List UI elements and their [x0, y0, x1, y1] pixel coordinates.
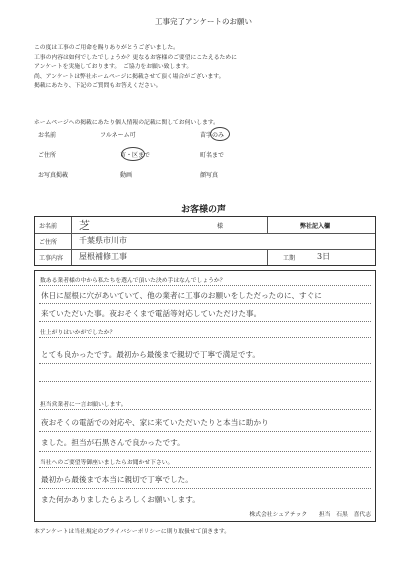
- dotted-line: [39, 467, 371, 468]
- dotted-line: [39, 431, 371, 432]
- customer-info-table: [34, 216, 376, 266]
- work-label: 工事内容: [39, 255, 64, 262]
- survey-sheet: [26, 14, 381, 552]
- question-4: 当社へのご要望等御座いましたらお聞かせ下さい。: [40, 460, 174, 466]
- dotted-line: [39, 381, 371, 382]
- company-field-label: 弊社記入欄: [300, 223, 331, 230]
- period-label: 工期: [283, 255, 296, 262]
- dotted-line: [39, 303, 371, 304]
- table-divider: [267, 249, 268, 265]
- period-value: 3日: [317, 252, 331, 261]
- sheet-title: 工事完了アンケートのお願い: [154, 17, 253, 26]
- table-divider: [71, 217, 72, 265]
- intro-line: この度は工事のご用命を賜りありがとうございました。: [34, 45, 179, 51]
- answer-3-line-2: ました。担当が石黒さんで良かったです。: [41, 438, 185, 447]
- option-video[interactable]: 動画: [120, 172, 133, 179]
- customer-name: 芝: [79, 219, 90, 232]
- answer-1-line-1: 休日に屋根に穴があいていて、他の業者に工事のお願いをしただったのに、すぐに: [41, 291, 322, 300]
- question-3: 担当営業者に一言お願いします。: [40, 402, 127, 408]
- option-label: お写真掲載: [38, 172, 69, 179]
- question-1: 数ある業者様の中から私たちを選んで頂いた決め手はなんでしょうか？: [40, 278, 226, 284]
- dotted-line: [39, 285, 371, 286]
- honorific: 様: [217, 223, 224, 230]
- intro-line: 掲載にあたり、下記のご質問もお答えください。: [34, 83, 162, 90]
- table-divider: [267, 217, 268, 233]
- address-label: ご住所: [39, 239, 58, 246]
- table-divider: [35, 233, 375, 234]
- option-face-photo[interactable]: 顔写真: [200, 172, 219, 179]
- work-content: 屋根補修工事: [79, 252, 127, 261]
- answer-2-line-1: とても良かったです。最初から最後まで親切で丁寧で満足です。: [41, 350, 260, 359]
- selected-circle-mark: [210, 127, 230, 141]
- intro-text: [34, 44, 364, 92]
- dotted-line: [39, 337, 371, 338]
- answer-4-line-1: 最初から最後まで本当に親切で丁寧でした。: [41, 475, 193, 484]
- answer-4-line-2: また何かありましたらよろしくお願いします。: [41, 495, 200, 504]
- dotted-line: [39, 321, 371, 322]
- selected-circle-mark: [121, 147, 145, 161]
- option-surname-only[interactable]: 苗字のみ: [200, 132, 225, 139]
- dotted-line: [39, 488, 371, 489]
- name-label: お名前: [39, 223, 58, 230]
- privacy-footer: 本アンケートは当社規定のプライバシーポリシーに則り取扱せて頂きます。: [34, 529, 230, 535]
- intro-line: アンケートを実施しております。 ご協力をお願い致します。: [34, 64, 193, 71]
- option-label: お名前: [38, 132, 57, 139]
- customer-address: 千葉県市川市: [79, 236, 127, 245]
- customer-voice-title: お客様の声: [180, 205, 226, 215]
- option-label: ご住所: [38, 152, 57, 159]
- company-signature: 株式会社シェアテック 担当 石黒 喜代志: [249, 512, 371, 518]
- dotted-line: [39, 363, 371, 364]
- option-town[interactable]: 町名まで: [200, 152, 225, 159]
- question-2: 仕上がりはいかがでしたか？: [40, 330, 116, 336]
- intro-line: 尚、アンケートは弊社ホームページに掲載させて頂く場合がございます。: [34, 73, 225, 80]
- answer-3-line-1: 夜おそくの電話での対応や、家に来ていただいたりと本当に助かり: [41, 418, 269, 427]
- table-divider: [35, 249, 375, 250]
- intro-line: 工事の内容は如何でしたでしょうか？更なるお客様のご要望にこたえるために: [34, 54, 237, 61]
- option-fullname[interactable]: フルネーム可: [100, 132, 136, 139]
- dotted-line: [39, 409, 371, 410]
- consent-text: ホームページへの掲載にあたり個人情報の記載に関してお伺いします。: [34, 120, 219, 126]
- answer-1-line-2: 来ていただいた事。夜おそくまで電話等対応していただけた事。: [41, 309, 262, 318]
- survey-box: [34, 270, 376, 522]
- option-city-ward[interactable]: 市・区まで: [120, 152, 151, 159]
- dotted-line: [39, 451, 371, 452]
